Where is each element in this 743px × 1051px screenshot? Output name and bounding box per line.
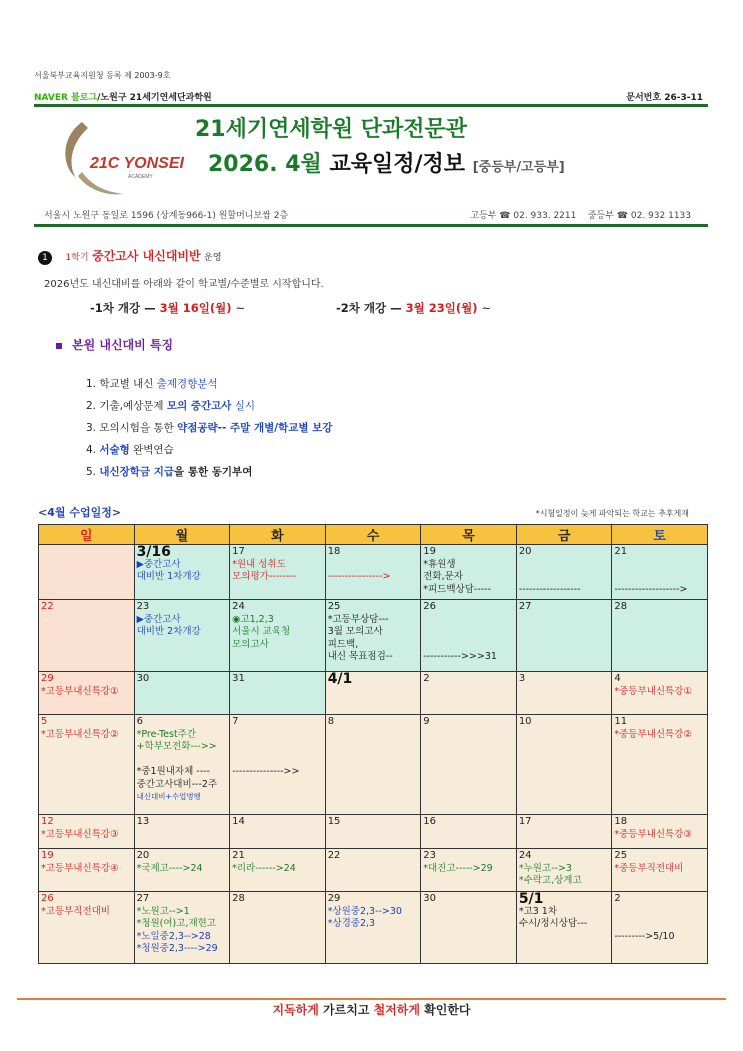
calendar-day-cell <box>39 672 135 715</box>
schedule-entry: ----------->>>31 <box>423 651 497 662</box>
schedule-entry: ------------------ <box>518 583 581 595</box>
address: 서울시 노원구 동일로 1596 (상계동966-1) 원할머니보쌈 2층 <box>44 211 289 221</box>
calendar-day-cell <box>612 545 708 600</box>
schedule-entry <box>328 559 419 572</box>
doc-number-label: 문서번호 <box>626 93 662 103</box>
day-number: 3/16 <box>136 544 171 560</box>
schedule-entry: *누원고-->3 <box>518 862 572 874</box>
feature-item: 5. 내신장학금 지급을 통한 동기부여 <box>86 466 253 478</box>
schedule-entry: 전화,문자 <box>423 571 463 582</box>
day-number: 26 <box>41 893 54 904</box>
day-number: 12 <box>41 816 54 827</box>
day-number: 10 <box>518 716 532 727</box>
features-heading <box>56 336 173 353</box>
schedule-entry: *원내 성취도 <box>232 558 286 570</box>
schedule-entry: --------------->> <box>232 766 300 777</box>
day-number: 23 <box>136 601 150 612</box>
weekday-sat: 토 <box>612 525 708 545</box>
schedule-entry: 대비반 1차개강 <box>136 571 201 582</box>
day-number: 26 <box>423 601 436 612</box>
schedule-entry: *노일중2,3-->28 <box>136 930 211 942</box>
features-title: 본원 내신대비 특징 <box>72 338 174 352</box>
calendar-day-cell <box>134 815 230 849</box>
schedule-entry: 수시/정시상담--- <box>518 918 588 929</box>
calendar-week-row <box>39 600 708 672</box>
second-opening-date: 3월 23일(월) <box>405 301 478 315</box>
phone-icon: ☎ <box>616 211 628 221</box>
square-bullet-icon <box>56 343 62 349</box>
calendar-day-cell <box>421 545 517 600</box>
schedule-entry <box>423 639 514 652</box>
feature-item: 2. 기출,예상문제 모의 중간고사 실시 <box>86 400 256 412</box>
day-number: 5/1 <box>518 891 544 907</box>
calendar-day-cell <box>325 672 421 715</box>
calendar-day-cell <box>39 545 135 600</box>
calendar-day-cell <box>516 672 612 715</box>
schedule-entry: ◉고1,2,3 <box>232 613 274 625</box>
day-number: 15 <box>327 816 341 827</box>
calendar-day-cell <box>516 815 612 849</box>
schedule-entry <box>614 918 705 931</box>
schedule-entry <box>423 626 514 639</box>
phone-numbers <box>470 208 691 221</box>
feature-item: 3. 모의시험을 통한 약점공략-- 주말 개별/학교별 보강 <box>86 422 333 434</box>
academy-logo <box>48 116 188 202</box>
calendar-day-cell <box>230 892 326 964</box>
page-title <box>208 147 565 178</box>
calendar-day-cell <box>39 600 135 672</box>
day-number: 19 <box>423 546 436 557</box>
day-number: 28 <box>614 601 628 612</box>
schedule-entry <box>614 571 705 584</box>
calendar-day-cell <box>516 849 612 892</box>
calendar-title: <4월 수업일정> <box>38 506 122 519</box>
day-number: 17 <box>518 816 532 827</box>
calendar-day-cell <box>421 600 517 672</box>
day-number: 14 <box>232 816 245 827</box>
schedule-entry: *대진고----->29 <box>423 862 493 874</box>
calendar-day-cell <box>612 715 708 815</box>
slogan-word-4: 확인한다 <box>419 1003 471 1017</box>
phone-high-label: 고등부 <box>470 211 497 221</box>
schedule-entry: *Pre-Test주간 <box>136 728 197 740</box>
day-number: 29 <box>41 673 54 684</box>
schedule-entry: *노원고-->1 <box>136 905 190 917</box>
day-number: 27 <box>136 893 150 904</box>
schedule-entry: *상경중2,3 <box>327 918 376 929</box>
phone-mid-label: 중등부 <box>587 211 614 221</box>
schedule-entry <box>614 559 705 572</box>
first-opening-date: 3월 16일(월) <box>159 301 232 315</box>
schedule-entry: *수락고,상계고 <box>518 875 582 886</box>
day-number: 29 <box>327 893 341 904</box>
schedule-entry: 피드백, <box>327 638 359 650</box>
schedule-entry: *청원중2,3---->29 <box>136 943 218 954</box>
schedule-entry: *중등부내신특강③ <box>614 828 692 840</box>
schedule-entry: 서울시 교육청 <box>232 626 291 637</box>
day-number: 5 <box>41 716 48 727</box>
section1-suffix: 운영 <box>204 253 222 263</box>
schedule-entry: 중간고사대비---2주 <box>136 778 218 790</box>
calendar-day-cell <box>325 849 421 892</box>
calendar-day-cell <box>39 849 135 892</box>
calendar-note: *시험일정이 늦게 파악되는 학교는 추후게재 <box>535 509 689 518</box>
section1-title: 중간고사 내신대비반 <box>92 249 201 263</box>
schedule-entry: *휴원생 <box>423 558 456 570</box>
schedule-entry <box>137 754 228 767</box>
calendar-week-row <box>39 715 708 815</box>
features-list <box>86 373 332 483</box>
calendar-day-cell <box>612 600 708 672</box>
calendar-day-cell <box>516 545 612 600</box>
day-number: 4/1 <box>327 671 353 687</box>
day-number: 21 <box>232 850 245 861</box>
calendar-week-row <box>39 849 708 892</box>
feature-item: 4. 서술형 완벽연습 <box>86 444 174 456</box>
day-number: 24 <box>232 601 245 612</box>
blog-path: /노원구 21세기연세단과학원 <box>97 93 212 103</box>
schedule-entry: ----------------> <box>327 571 391 582</box>
weekday-wed: 수 <box>325 525 421 545</box>
schedule-entry: 내신대비+수업병행 <box>136 792 201 801</box>
day-number: 3 <box>518 673 526 684</box>
april-schedule-calendar <box>38 524 708 964</box>
day-number: 8 <box>327 716 335 727</box>
first-opening <box>90 300 245 316</box>
schedule-entry <box>232 754 323 767</box>
section1-body: 2026년도 내신대비를 아래와 같이 학교별/수준별로 시작합니다. <box>44 279 324 290</box>
section-number-badge: 1 <box>38 251 52 265</box>
weekday-header-row <box>39 525 708 545</box>
day-number: 25 <box>614 850 628 861</box>
footer-slogan <box>0 1001 743 1018</box>
title-year-month: 2026. 4월 <box>208 152 322 177</box>
calendar-day-cell <box>134 715 230 815</box>
section1-heading <box>38 247 222 265</box>
calendar-day-cell <box>612 849 708 892</box>
calendar-day-cell <box>230 545 326 600</box>
weekday-sun: 일 <box>39 525 135 545</box>
slogan-word-2: 가르치고 <box>318 1003 374 1017</box>
calendar-day-cell <box>325 892 421 964</box>
day-number: 2 <box>423 673 430 684</box>
day-number: 30 <box>136 673 150 684</box>
weekday-mon: 월 <box>134 525 230 545</box>
calendar-day-cell <box>325 600 421 672</box>
calendar-day-cell <box>134 600 230 672</box>
title-sub: [중등부/고등부] <box>472 160 565 175</box>
schedule-entry: *고등부내신특강① <box>41 685 119 697</box>
calendar-day-cell <box>230 815 326 849</box>
blog-link[interactable]: 블로그 <box>71 93 98 103</box>
day-number: 17 <box>232 546 245 557</box>
schedule-entry: *고3 1차 <box>518 905 558 917</box>
calendar-day-cell <box>230 715 326 815</box>
second-opening-tilde: ~ <box>481 301 492 315</box>
calendar-day-cell <box>39 815 135 849</box>
schedule-entry <box>519 559 610 572</box>
phone-icon: ☎ <box>499 211 511 221</box>
slogan-word-1: 지독하게 <box>272 1003 319 1017</box>
day-number: 30 <box>423 893 436 904</box>
schedule-entry: -------------------> <box>614 583 688 595</box>
doc-number-value: 26-3-11 <box>664 93 703 103</box>
schedule-entry: 내신 목표점검-- <box>327 651 393 662</box>
weekday-fri: 금 <box>516 525 612 545</box>
slogan-word-3: 철저하게 <box>373 1003 420 1017</box>
schedule-entry: *고등부상담--- <box>327 613 389 625</box>
schedule-entry: *중등부내신특강② <box>614 728 692 740</box>
calendar-day-cell <box>134 849 230 892</box>
schedule-entry: +학부모전화--->> <box>136 741 217 752</box>
schedule-entry <box>614 906 705 919</box>
header-divider <box>34 104 708 107</box>
day-number: 2 <box>614 893 621 904</box>
logo-subtext: ACADEMY <box>128 174 153 180</box>
calendar-day-cell <box>421 849 517 892</box>
calendar-day-cell <box>421 715 517 815</box>
day-number: 27 <box>518 601 532 612</box>
calendar-day-cell <box>516 892 612 964</box>
first-opening-tilde: ~ <box>235 301 246 315</box>
calendar-day-cell <box>612 892 708 964</box>
schedule-entry: ▶중간고사 <box>136 558 181 570</box>
schedule-entry: *중등부직전대비 <box>614 862 684 874</box>
schedule-entry: --------->5/10 <box>614 930 675 942</box>
day-number: 23 <box>423 850 436 861</box>
day-number: 20 <box>518 546 532 557</box>
calendar-day-cell <box>421 672 517 715</box>
calendar-day-cell <box>134 892 230 964</box>
registration-text: 서울북부교육지원청 등록 제 2003-9호 <box>34 71 171 80</box>
calendar-day-cell <box>325 545 421 600</box>
day-number: 28 <box>232 893 245 904</box>
feature-item: 1. 학교별 내신 출제경향분석 <box>86 378 218 390</box>
schedule-entry: *리라------>24 <box>232 862 296 874</box>
calendar-day-cell <box>39 715 135 815</box>
day-number: 20 <box>136 850 150 861</box>
first-opening-label: -1차 개강 — <box>90 301 156 315</box>
second-opening <box>336 300 491 316</box>
schedule-entry: 3월 모의고사 <box>327 626 383 637</box>
calendar-day-cell <box>516 600 612 672</box>
day-number: 25 <box>327 601 341 612</box>
schedule-entry: *국제고---->24 <box>136 862 203 874</box>
calendar-day-cell <box>230 600 326 672</box>
calendar-day-cell <box>612 672 708 715</box>
weekday-tue: 화 <box>230 525 326 545</box>
schedule-entry: 모의평가-------- <box>232 571 297 582</box>
calendar-week-row <box>39 672 708 715</box>
weekday-thu: 목 <box>421 525 517 545</box>
day-number: 18 <box>614 816 628 827</box>
footer-divider <box>17 998 726 1000</box>
schedule-entry: ▶중간고사 <box>136 613 181 625</box>
logo-text: 21C YONSEI <box>90 155 184 172</box>
schedule-entry <box>232 741 323 754</box>
calendar-day-cell <box>325 815 421 849</box>
day-number: 24 <box>518 850 532 861</box>
header-divider-bottom <box>34 224 708 227</box>
day-number: 21 <box>614 546 628 557</box>
document-number <box>626 90 703 103</box>
calendar-day-cell <box>230 672 326 715</box>
schedule-entry: *고등부직전대비 <box>41 905 110 917</box>
naver-brand: NAVER <box>34 93 68 103</box>
blog-label <box>34 90 212 103</box>
day-number: 6 <box>136 716 143 727</box>
schedule-entry: *상원중2,3-->30 <box>327 905 402 917</box>
schedule-entry <box>519 571 610 584</box>
calendar-day-cell <box>39 892 135 964</box>
day-number: 7 <box>232 716 239 727</box>
day-number: 19 <box>41 850 54 861</box>
phone-high: 02. 933. 2211 <box>513 211 577 221</box>
schedule-entry: *고등부내신특강② <box>41 728 119 740</box>
schedule-entry: *고등부내신특강④ <box>41 862 119 874</box>
schedule-entry: *중1원내자체 ---- <box>136 766 210 777</box>
calendar-day-cell <box>325 715 421 815</box>
calendar-week-row <box>39 545 708 600</box>
calendar-day-cell <box>230 849 326 892</box>
academy-title: 21세기연세학원 단과전문관 <box>195 117 468 142</box>
day-number: 22 <box>41 601 54 612</box>
day-number: 31 <box>232 673 245 684</box>
second-opening-label: -2차 개강 — <box>336 301 402 315</box>
day-number: 4 <box>614 673 621 684</box>
calendar-day-cell <box>516 715 612 815</box>
title-main: 교육일정/정보 <box>329 152 466 177</box>
schedule-entry: *고등부내신특강③ <box>41 828 119 840</box>
semester-label: 1학기 <box>65 253 89 263</box>
schedule-entry: *청원(여)고,재현고 <box>136 918 216 929</box>
day-number: 18 <box>327 546 341 557</box>
schedule-entry: *중등부내신특강① <box>614 685 692 697</box>
day-number: 22 <box>327 850 341 861</box>
calendar-day-cell <box>421 892 517 964</box>
schedule-entry: *피드백상담----- <box>423 583 492 595</box>
day-number: 13 <box>136 816 150 827</box>
calendar-week-row <box>39 815 708 849</box>
schedule-entry <box>423 614 514 627</box>
day-number: 11 <box>614 716 628 727</box>
calendar-day-cell <box>134 672 230 715</box>
calendar-day-cell <box>421 815 517 849</box>
day-number: 16 <box>423 816 436 827</box>
day-number: 9 <box>423 716 430 727</box>
phone-mid: 02. 932 1133 <box>630 211 691 221</box>
calendar-day-cell <box>612 815 708 849</box>
calendar-day-cell <box>134 545 230 600</box>
schedule-entry: 모의고사 <box>232 638 269 650</box>
schedule-entry <box>232 729 323 742</box>
calendar-week-row <box>39 892 708 964</box>
schedule-entry: 대비반 2차개강 <box>136 626 201 637</box>
